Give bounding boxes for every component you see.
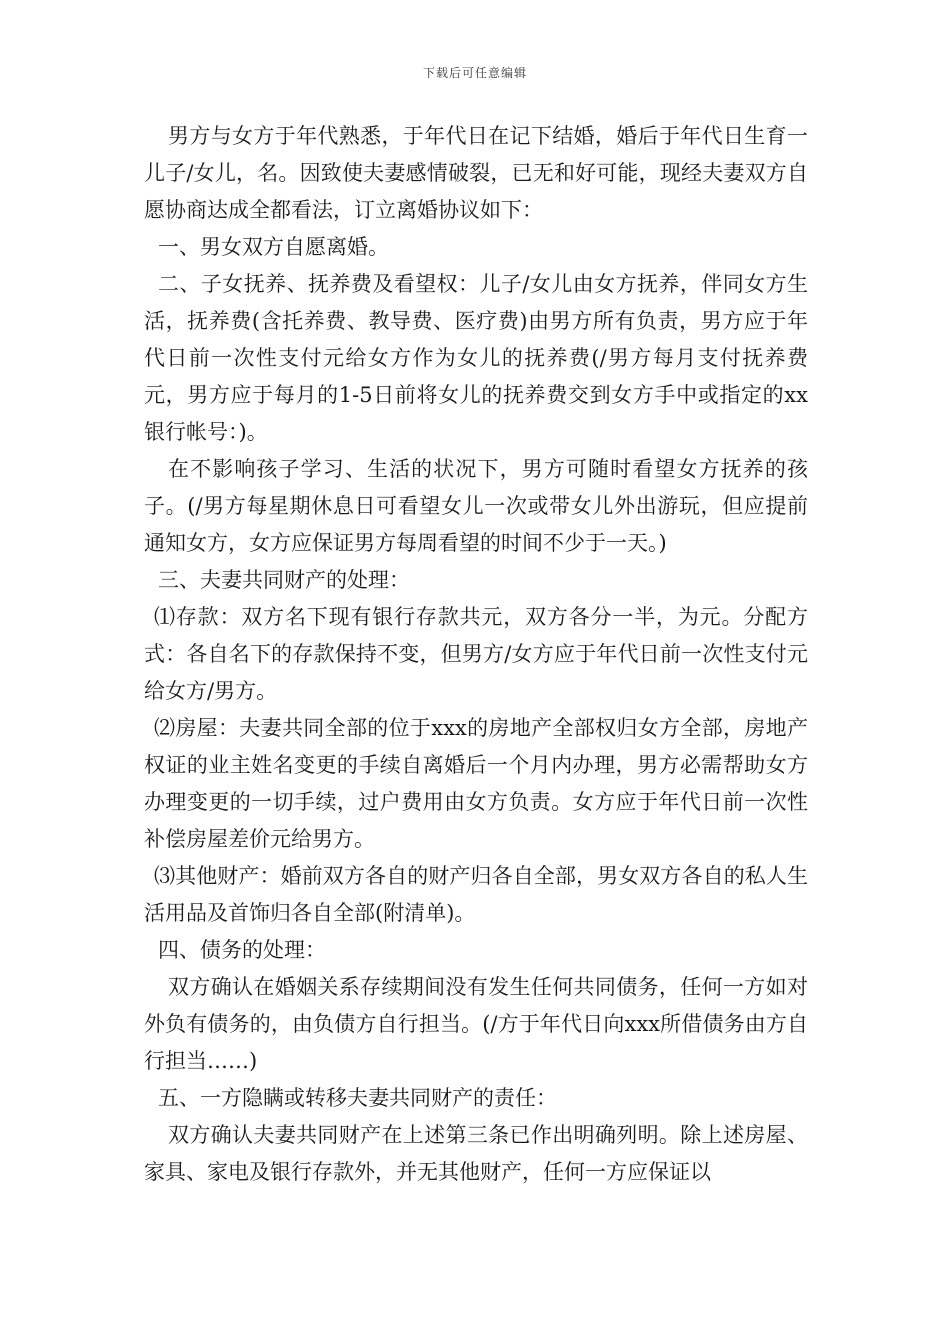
concealment-paragraph: 双方确认夫妻共同财产在上述第三条已作出明确列明。除上述房屋、家具、家电及银行存款外，并无其他财产，任何一方应保证以: [144, 1123, 808, 1184]
debt-paragraph: 双方确认在婚姻关系存续期间没有发生任何共同债务，任何一方如对外负有债务的，由负债方自行担当。(/方于年代日向xxx所借债务由方自行担当……): [144, 975, 808, 1073]
clause-2-paragraph: 二、子女抚养、抚养费及看望权：儿子/女儿由女方抚养，伴同女方生活，抚养费(含托养费、教导费、医疗费)由男方所有负责，男方应于年代日前一次性支付元给女方作为女儿的抚养费(/男方每月支付抚养费元，男方应于每月的1-5日前将女儿的抚养费交到女方手中或指定的xx银行帐号：)。: [144, 272, 808, 444]
visitation-paragraph: 在不影响孩子学习、生活的状况下，男方可随时看望女方抚养的孩子。(/男方每星期休息日可看望女儿一次或带女儿外出游玩，但应提前通知女方，女方应保证男方每周看望的时间不少于一天。): [144, 457, 808, 555]
intro-paragraph: 男方与女方于年代熟悉，于年代日在记下结婚，婚后于年代日生育一儿子/女儿，名。因致使夫妻感情破裂，已无和好可能，现经夫妻双方自愿协商达成全都看法，订立离婚协议如下：: [144, 124, 808, 222]
agreement-body: [144, 118, 808, 1191]
deposit-item: ⑴存款：双方名下现有银行存款共元，双方各分一半，为元。分配方式：各自名下的存款保持不变，但男方/女方应于年代日前一次性支付元给女方/男方。: [144, 605, 808, 703]
page-header-note: 下载后可任意编辑: [422, 66, 527, 80]
house-item: ⑵房屋：夫妻共同全部的位于xxx的房地产全部权归女方全部，房地产权证的业主姓名变更的手续自离婚后一个月内办理，男方必需帮助女方办理变更的一切手续，过户费用由女方负责。女方应于年代日前一次性补偿房屋差价元给男方。: [144, 716, 808, 851]
clause-5-heading: 五、一方隐瞒或转移夫妻共同财产的责任：: [158, 1086, 557, 1110]
clause-1-heading: 一、男女双方自愿离婚。: [158, 235, 389, 259]
clause-3-heading: 三、夫妻共同财产的处理：: [158, 568, 410, 592]
clause-4-heading: 四、债务的处理：: [158, 938, 326, 962]
other-property-item: ⑶其他财产：婚前双方各自的财产归各自全部，男女双方各自的私人生活用品及首饰归各自全部(附清单)。: [144, 864, 808, 925]
